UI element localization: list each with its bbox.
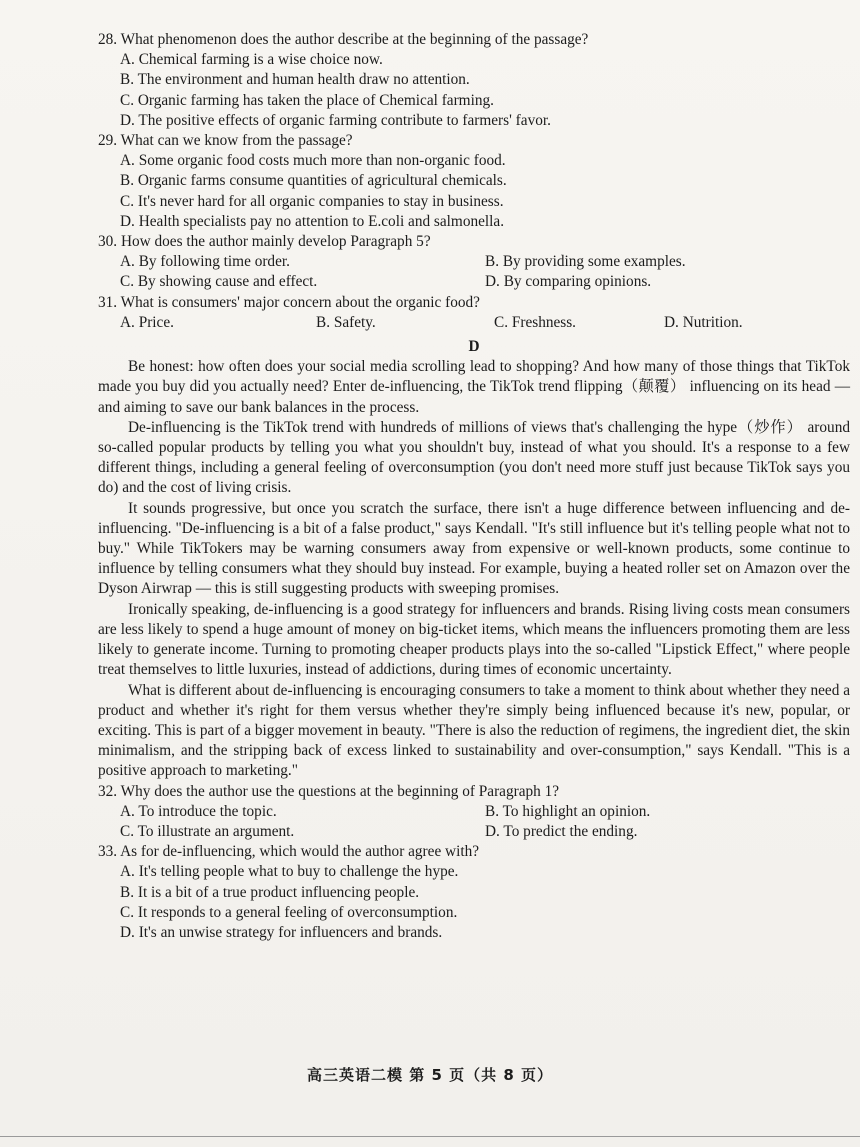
- option-b: B. It is a bit of a true product influencing people.: [120, 883, 420, 901]
- question-30: [98, 232, 850, 293]
- option-a: A. By following time order.: [120, 253, 290, 271]
- question-32: [98, 782, 850, 843]
- question-stem: 29. What can we know from the passage?: [98, 132, 353, 150]
- section-label: D: [468, 338, 480, 356]
- passage-paragraph-3: It sounds progressive, but once you scratch the surface, there isn't a huge difference between influencing and de-influencing. "De-influencing is a bit of a false product," says Kendall. "It's still influence but it's telling people what not to buy." While TikTokers may be warning consumers away from expensive or well-known products, some continue to influence by telling consumers what they should buy instead. For example, buying a heated roller set on Amazon over the Dyson Airwrap — this is still suggesting products with sweeping promises.: [98, 499, 850, 598]
- option-a: A. Price.: [120, 313, 174, 331]
- option-a: A. It's telling people what to buy to challenge the hype.: [120, 863, 459, 881]
- options-row: [98, 272, 850, 292]
- option-a: A. Chemical farming is a wise choice now.: [120, 51, 383, 69]
- option-d: D. To predict the ending.: [485, 822, 638, 840]
- passage-paragraph-2: De-influencing is the TikTok trend with hundreds of millions of views that's challenging the hype（炒作） around so-called popular products by telling you what you shouldn't buy, instead of what you should. It's a response to a few different things, including a general feeling of overconsumption (you don't need more stuff just because TikTok says you do) and the cost of living crisis.: [98, 418, 850, 497]
- options-row: [98, 313, 850, 333]
- question-stem: 32. Why does the author use the questions at the beginning of Paragraph 1?: [98, 782, 560, 800]
- question-29: [98, 131, 850, 232]
- question-stem: 28. What phenomenon does the author describe at the beginning of the passage?: [98, 31, 589, 48]
- options-row: [98, 252, 850, 272]
- page-content: [98, 30, 850, 943]
- passage-paragraph-4: Ironically speaking, de-influencing is a good strategy for influencers and brands. Rising living costs mean consumers are less likely to spend a huge amount of money on big-ticket items, which means the influencers promoting them are less likely to generate income. Turning to promoting cheaper products plays into the so-called "Lipstick Effect," where people treat themselves to little luxuries, instead of addictions, during times of economic uncertainty.: [98, 600, 850, 679]
- page-footer: 高三英语二模 第 5 页（共 8 页）: [307, 1066, 553, 1084]
- option-d: D. By comparing opinions.: [485, 273, 652, 291]
- option-a: A. To introduce the topic.: [120, 802, 277, 820]
- option-b: B. To highlight an opinion.: [485, 802, 651, 820]
- option-b: B. The environment and human health draw no attention.: [120, 71, 470, 89]
- divider: [0, 1136, 860, 1137]
- question-28: [98, 30, 850, 131]
- question-stem: 31. What is consumers' major concern about the organic food?: [98, 293, 480, 311]
- question-31: [98, 293, 850, 333]
- option-c: C. It responds to a general feeling of overconsumption.: [120, 903, 458, 921]
- option-c: C. Freshness.: [494, 313, 577, 331]
- option-b: B. By providing some examples.: [485, 253, 686, 271]
- question-33: [98, 842, 850, 943]
- option-c: C. It's never hard for all organic companies to stay in business.: [120, 192, 504, 210]
- option-c: C. By showing cause and effect.: [120, 273, 318, 291]
- option-d: D. Nutrition.: [664, 313, 743, 331]
- options-row: [98, 802, 850, 822]
- option-c: C. Organic farming has taken the place of Chemical farming.: [120, 91, 494, 109]
- option-b: B. Safety.: [316, 313, 376, 331]
- option-b: B. Organic farms consume quantities of agricultural chemicals.: [120, 172, 507, 190]
- options-row: [98, 822, 850, 842]
- question-stem: 33. As for de-influencing, which would the author agree with?: [98, 843, 480, 861]
- option-a: A. Some organic food costs much more than non-organic food.: [120, 152, 506, 170]
- passage-paragraph-5: What is different about de-influencing is encouraging consumers to take a moment to think about whether they need a product and whether it's right for them versus whether they're simply being influenced because it's new, popular, or exciting. This is part of a bigger movement in beauty. "There is also the reduction of regimens, the ingredient diet, the skin minimalism, and the stripping back of excess linked to sustainability and over-consumption," says Kendall. "This is a positive approach to marketing.": [98, 681, 850, 780]
- option-d: D. Health specialists pay no attention to E.coli and salmonella.: [120, 212, 505, 230]
- option-d: D. The positive effects of organic farming contribute to farmers' favor.: [120, 111, 551, 129]
- passage-paragraph-1: Be honest: how often does your social media scrolling lead to shopping? And how many of those things that TikTok made you buy did you actually need? Enter de-influencing, the TikTok trend flipping（颠覆） influencing on its head — and aiming to save our bank balances in the process.: [98, 358, 850, 416]
- option-d: D. It's an unwise strategy for influencers and brands.: [120, 923, 443, 941]
- question-stem: 30. How does the author mainly develop Paragraph 5?: [98, 233, 431, 251]
- option-c: C. To illustrate an argument.: [120, 822, 295, 840]
